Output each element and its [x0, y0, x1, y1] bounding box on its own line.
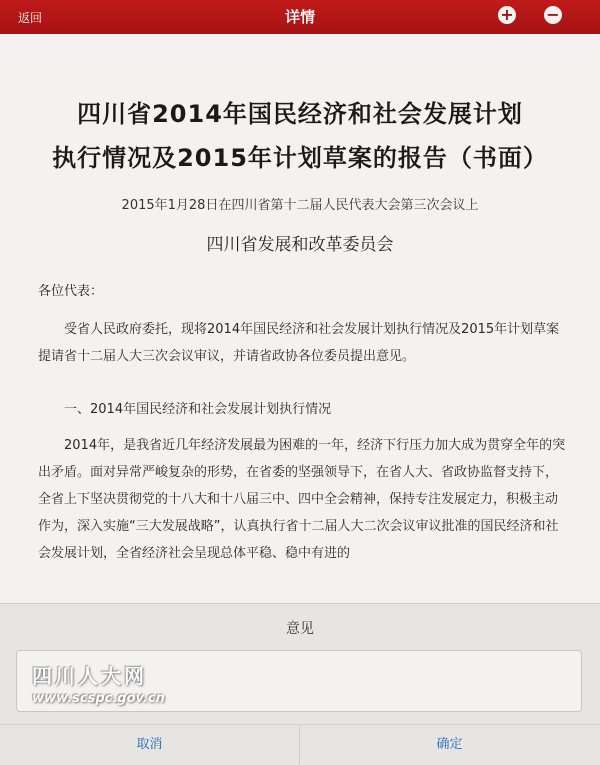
document-meta: 2015年1月28日在四川省第十二届人民代表大会第三次会议上 [121, 198, 479, 213]
dialog-button-row [0, 724, 600, 765]
cancel-button[interactable]: 取消 [0, 725, 300, 765]
document-title-line2: 执行情况及2015年计划草案的报告（书面） [52, 144, 548, 172]
opinion-input[interactable] [16, 650, 582, 712]
zoom-in-icon[interactable]: + [498, 6, 516, 24]
document-title-line1: 四川省2014年国民经济和社会发展计划 [77, 100, 523, 128]
top-bar [0, 0, 600, 34]
page-title: 详情 [284, 8, 315, 26]
paragraph-1: 受省人民政府委托，现将2014年国民经济和社会发展计划执行情况及2015年计划草案提请省十二届人大三次会议审议，并请省政协各位委员提出意见。 [38, 322, 560, 364]
back-button[interactable]: 返回 [18, 11, 43, 25]
watermark-name: 四川人大网 [32, 664, 147, 688]
watermark-url: www.scspc.gov.cn [32, 691, 165, 706]
confirm-button[interactable]: 确定 [436, 737, 463, 752]
paragraph-2: 2014年，是我省近几年经济发展最为困难的一年，经济下行压力加大成为贯穿全年的突出矛盾。面对异常严峻复杂的形势，在省委的坚强领导下，在省人大、省政协监督支持下，全省上下坚决贯彻党的十八大和十八届三中、四中全会精神，保持专注发展定力，积极主动作为，深入实施“三大发展战略”，认真执行省十二届人大二次会议审议批准的国民经济和社会发展计划，全省经济社会呈现总体平稳、稳中有进的 [38, 438, 566, 561]
opinion-dialog [0, 603, 600, 764]
document-view[interactable] [0, 34, 600, 607]
section-heading: 一、2014年国民经济和社会发展计划执行情况 [64, 402, 332, 417]
dialog-title: 意见 [286, 621, 314, 637]
salutation: 各位代表： [38, 284, 104, 299]
document-org: 四川省发展和改革委员会 [206, 235, 394, 255]
zoom-out-icon[interactable]: − [544, 6, 562, 24]
